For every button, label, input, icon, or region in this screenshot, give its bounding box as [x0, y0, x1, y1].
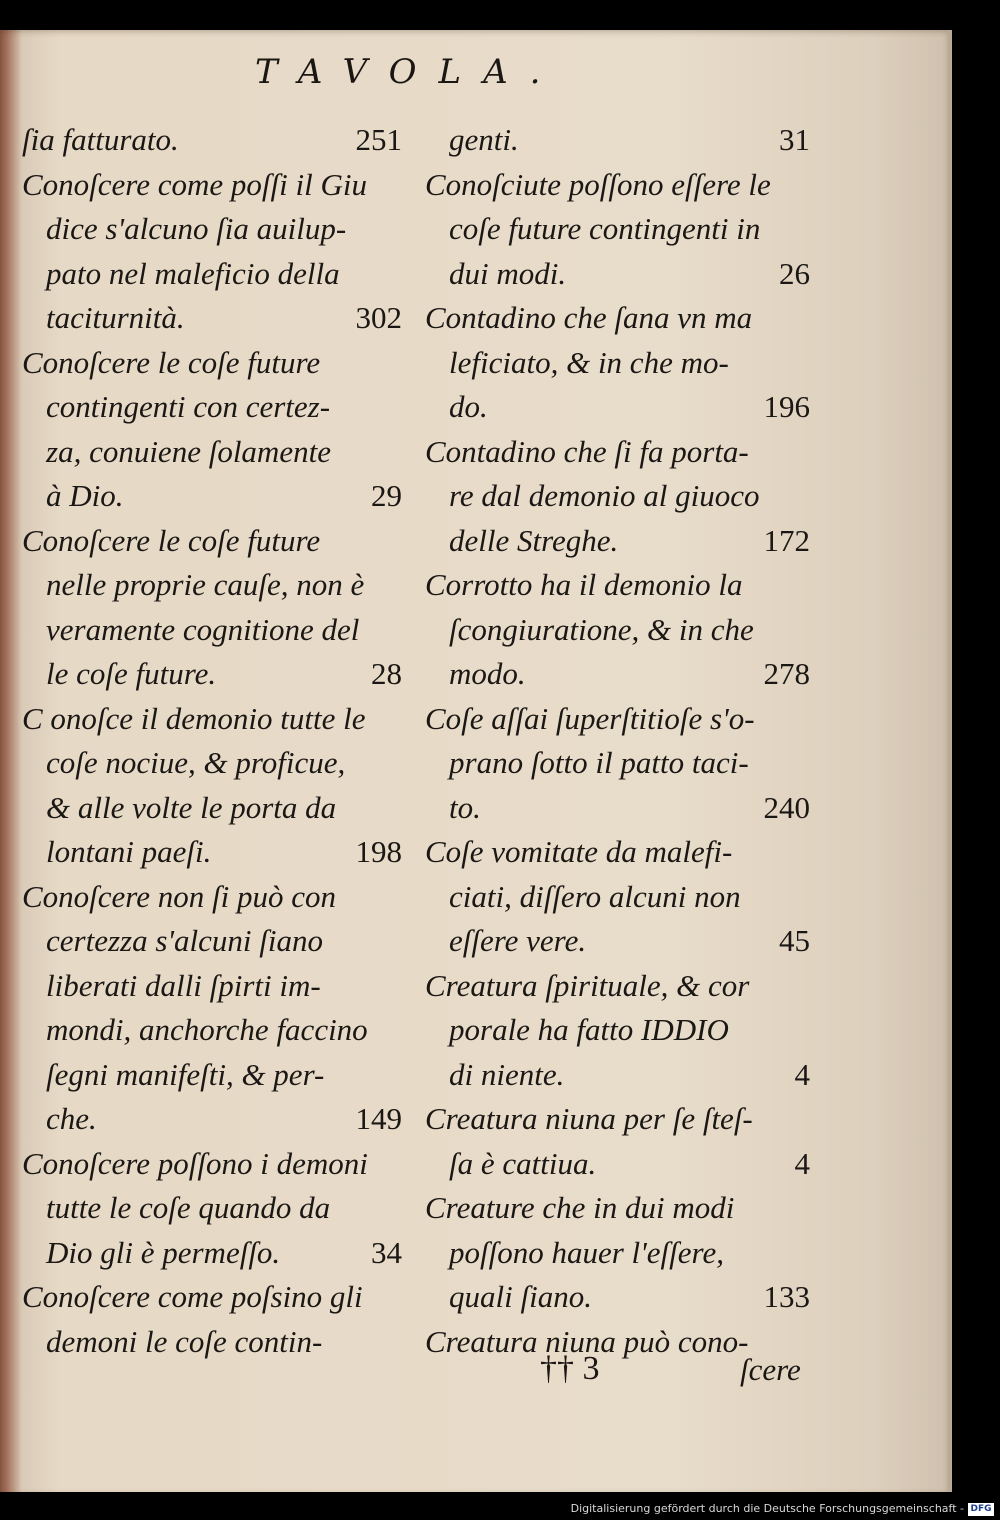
index-line: [425, 1053, 810, 1098]
index-line: [22, 563, 402, 608]
index-line-text: re dal demonio al giuoco: [449, 478, 760, 513]
index-line-text: Conoſcere come poſsino gli: [22, 1279, 363, 1314]
index-line-text: Conoſcere come poſſi il Giu: [22, 166, 367, 202]
index-line: [22, 608, 402, 653]
index-line: [425, 163, 810, 208]
index-page-number: 4: [794, 1056, 810, 1092]
index-line: [22, 964, 402, 1009]
digitization-credit: Digitalisierung gefördert durch die Deutsche Forschungsgemeinschaft -: [570, 1502, 964, 1515]
index-line-text: che.: [46, 1101, 97, 1136]
index-line-text: Contadino che ſi fa porta-: [425, 433, 749, 469]
index-line: [22, 919, 402, 964]
index-line: [425, 296, 810, 341]
index-line-text: & alle volte le porta da: [46, 789, 337, 825]
index-line: [22, 741, 402, 786]
index-line-text: genti.: [449, 122, 519, 157]
index-line-text: demoni le coſe contin-: [46, 1323, 323, 1359]
index-page-number: 45: [779, 923, 810, 958]
index-line: [22, 474, 402, 519]
index-line-text: veramente cognitione del: [46, 611, 360, 647]
index-line: [425, 1275, 810, 1320]
dfg-logo: DFG: [968, 1503, 994, 1516]
index-line-text: mondi, anchorche faccino: [46, 1012, 368, 1047]
index-line-text: ſia fatturato.: [22, 122, 179, 157]
index-line: [22, 341, 402, 386]
index-line: [22, 786, 402, 831]
index-line: [425, 563, 810, 608]
index-line: [22, 697, 402, 742]
index-line-text: nelle proprie cauſe, non è: [46, 567, 365, 602]
index-line: [22, 875, 402, 920]
index-line-text: prano ſotto il patto taci-: [449, 745, 749, 780]
index-line: [22, 519, 402, 564]
index-line: [22, 296, 402, 341]
index-line-text: contingenti con certez-: [46, 389, 331, 424]
index-line: [425, 385, 810, 430]
index-line-text: to.: [449, 789, 481, 825]
index-line-text: tutte le coſe quando da: [46, 1190, 331, 1225]
index-line-text: eſſere vere.: [449, 923, 587, 958]
index-line-text: taciturnità.: [46, 300, 185, 335]
index-line: [425, 830, 810, 875]
index-line-text: Coſe vomitate da malefi-: [425, 834, 733, 869]
index-line-text: C onoſce il demonio tutte le: [22, 700, 366, 736]
index-line-text: Corrotto ha il demonio la: [425, 567, 743, 602]
index-line-text: lontani paeſi.: [46, 834, 212, 869]
index-line-text: poſſono hauer l'eſſere,: [449, 1234, 724, 1270]
index-line-text: coſe future contingenti in: [449, 211, 761, 246]
index-line: [425, 474, 810, 519]
index-line-text: coſe nociue, & proficue,: [46, 745, 346, 780]
index-line-text: quali ſiano.: [449, 1279, 592, 1314]
index-page-number: 172: [763, 522, 810, 558]
index-line: [22, 1231, 402, 1276]
index-page-number: 196: [763, 389, 810, 424]
index-line: [425, 741, 810, 786]
catchword: ſcere: [740, 1352, 801, 1387]
index-line: [425, 608, 810, 653]
index-line-text: le coſe future.: [46, 656, 217, 691]
index-line-text: Coſe aſſai ſuperſtitioſe s'o-: [425, 700, 755, 736]
index-line: [22, 652, 402, 697]
index-line: [425, 1231, 810, 1276]
index-page-number: 34: [371, 1234, 402, 1270]
index-line: [425, 118, 810, 163]
index-page-number: 240: [763, 789, 810, 825]
index-line-text: leficiato, & in che mo-: [449, 344, 729, 380]
page-header: TAVOLA.: [255, 52, 563, 92]
index-line: [22, 1008, 402, 1053]
index-line: [22, 207, 402, 252]
index-line: [425, 1142, 810, 1187]
index-page-number: 278: [763, 656, 810, 691]
index-line-text: certezza s'alcuni ſiano: [46, 923, 323, 958]
index-line-text: Conoſcere le coſe future: [22, 522, 321, 558]
index-line-text: ſegni manifeſti, & per-: [46, 1056, 325, 1092]
index-line: [425, 341, 810, 386]
index-line-text: liberati dalli ſpirti im-: [46, 967, 321, 1003]
index-line-text: Creatura niuna può cono-: [425, 1323, 749, 1359]
signature-mark: †† 3: [540, 1350, 600, 1387]
index-page-number: 31: [779, 122, 810, 157]
index-line-text: ſcongiuratione, & in che: [449, 611, 754, 647]
index-page-number: 29: [371, 478, 402, 513]
index-line-text: Conoſciute poſſono eſſere le: [425, 166, 771, 202]
index-page-number: 251: [355, 122, 402, 157]
index-page-number: 302: [355, 300, 402, 335]
index-line: [22, 1320, 402, 1365]
index-line-text: ſa è cattiua.: [449, 1145, 597, 1181]
index-line: [22, 1186, 402, 1231]
index-line: [22, 1275, 402, 1320]
index-line: [22, 118, 402, 163]
index-page-number: 149: [355, 1101, 402, 1136]
index-column-left: [22, 118, 402, 1364]
index-line: [425, 964, 810, 1009]
index-line-text: Conoſcere le coſe future: [22, 344, 321, 380]
index-line: [22, 1097, 402, 1142]
index-line-text: Conoſcere non ſi può con: [22, 878, 336, 914]
index-line: [22, 1053, 402, 1098]
index-line-text: porale ha fatto IDDIO: [449, 1012, 729, 1047]
index-line-text: Creature che in dui modi: [425, 1190, 735, 1225]
index-line: [425, 1097, 810, 1142]
index-line-text: Contadino che ſana vn ma: [425, 300, 753, 335]
index-line: [22, 830, 402, 875]
index-line: [425, 1008, 810, 1053]
index-line: [425, 252, 810, 297]
index-line-text: dice s'alcuno ſia auilup-: [46, 211, 347, 246]
index-line-text: delle Streghe.: [449, 522, 619, 558]
index-line: [425, 207, 810, 252]
index-line: [22, 430, 402, 475]
index-line: [425, 652, 810, 697]
index-line-text: modo.: [449, 656, 526, 691]
index-line: [425, 875, 810, 920]
index-line-text: Dio gli è permeſſo.: [46, 1234, 281, 1270]
index-line-text: Creatura ſpirituale, & cor: [425, 967, 750, 1003]
index-page-number: 28: [371, 656, 402, 691]
index-page-number: 26: [779, 255, 810, 291]
index-line-text: di niente.: [449, 1056, 565, 1092]
index-line: [22, 1142, 402, 1187]
index-column-right: [425, 118, 810, 1364]
index-line: [425, 1186, 810, 1231]
index-line-text: pato nel maleficio della: [46, 255, 340, 291]
book-page: [0, 30, 952, 1492]
index-line-text: à Dio.: [46, 478, 124, 513]
index-page-number: 198: [355, 834, 402, 869]
index-line-text: do.: [449, 389, 488, 424]
index-line-text: za, conuiene ſolamente: [46, 433, 331, 469]
index-line: [425, 697, 810, 742]
index-line-text: ciati, diſſero alcuni non: [449, 878, 741, 914]
index-line: [425, 919, 810, 964]
index-line-text: dui modi.: [449, 255, 567, 291]
index-line-text: Conoſcere poſſono i demoni: [22, 1145, 368, 1181]
index-line: [425, 430, 810, 475]
index-line: [22, 163, 402, 208]
index-page-number: 4: [794, 1145, 810, 1181]
index-line: [425, 519, 810, 564]
index-line-text: Creatura niuna per ſe ſteſ-: [425, 1101, 753, 1136]
index-page-number: 133: [763, 1279, 810, 1314]
index-line: [425, 786, 810, 831]
index-line: [22, 252, 402, 297]
index-line: [22, 385, 402, 430]
